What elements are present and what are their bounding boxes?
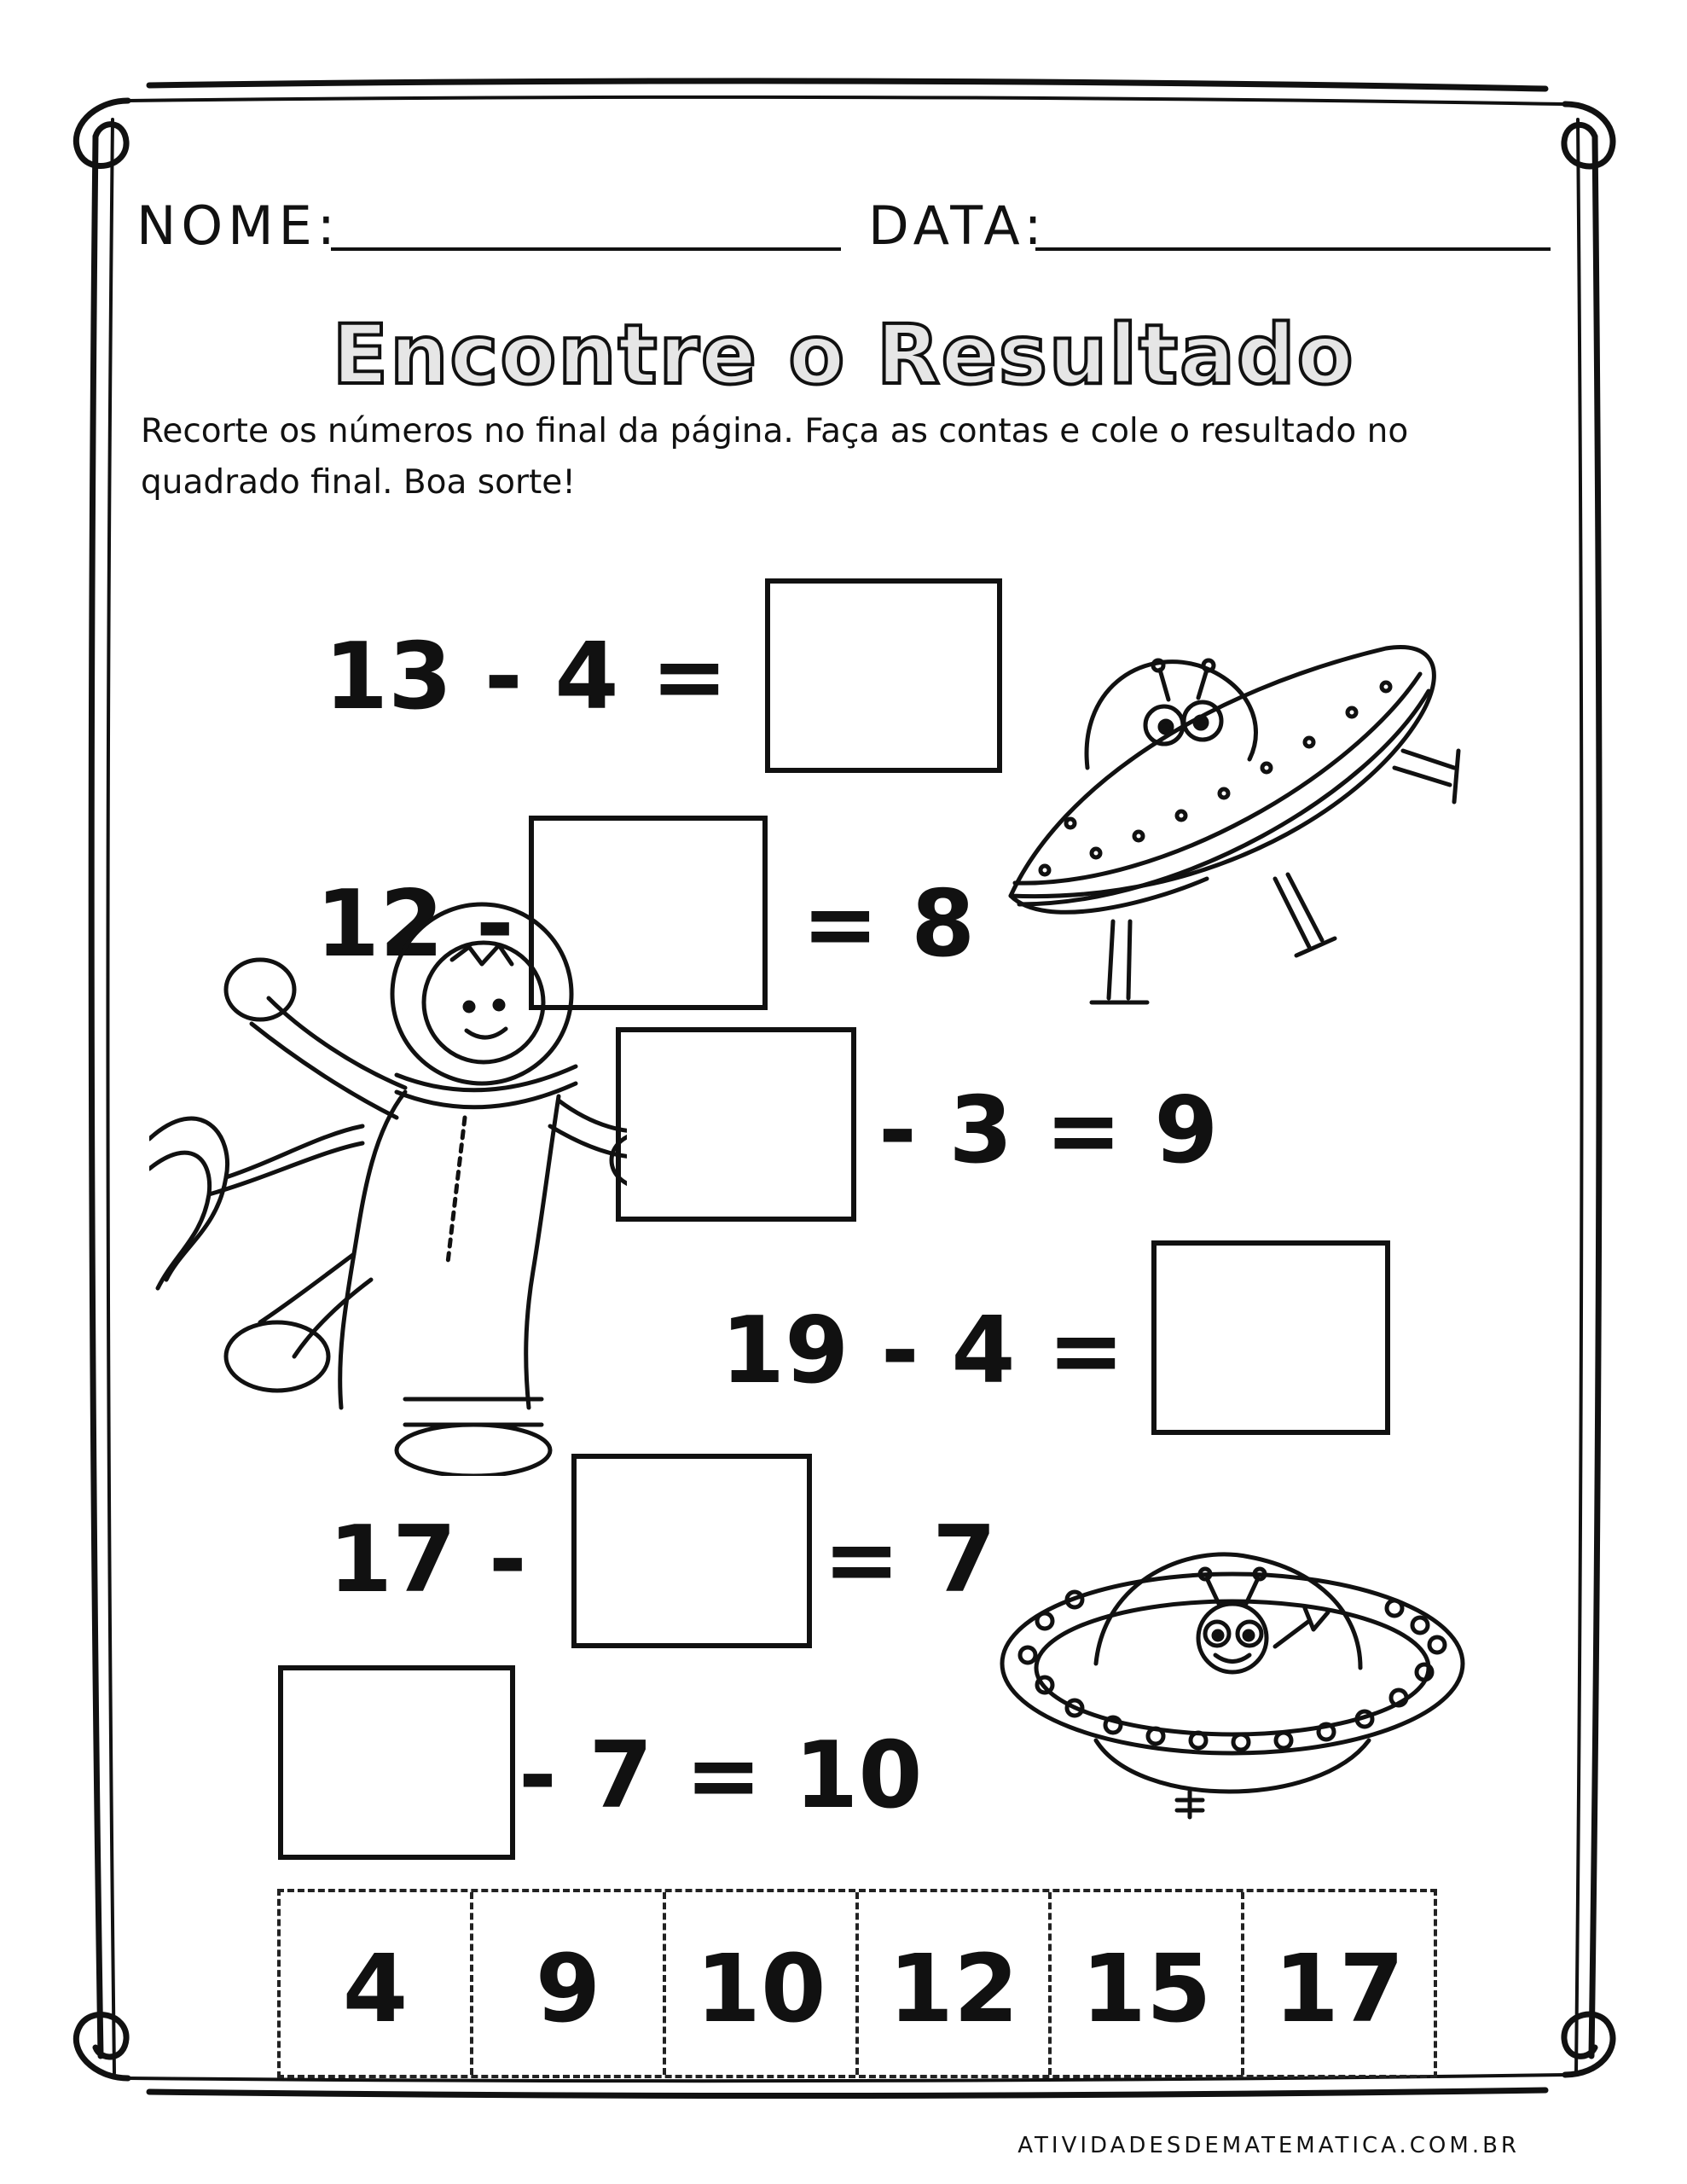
cutout-number[interactable]: 17 <box>1273 1934 1405 2043</box>
answer-box-5[interactable] <box>571 1454 812 1648</box>
equation-6-right: - 7 = 10 <box>519 1722 923 1829</box>
equation-2-right: = 8 <box>802 871 976 978</box>
cutout-number[interactable]: 15 <box>1052 1892 1244 2075</box>
cutout-number[interactable]: 12 <box>859 1892 1052 2075</box>
answer-box-3[interactable] <box>616 1027 856 1222</box>
date-line[interactable] <box>1035 247 1551 251</box>
cutout-numbers-strip <box>277 1889 1437 2078</box>
equation-3-right: - 3 = 9 <box>878 1077 1219 1184</box>
astronaut-icon <box>149 871 627 1476</box>
equation-5-right: = 7 <box>823 1507 997 1613</box>
name-line[interactable] <box>331 247 841 251</box>
page-title: Encontre o Resultado <box>332 307 1355 403</box>
equation-2-left: 12 - <box>316 871 514 978</box>
cutout-number[interactable]: 10 <box>666 1892 859 2075</box>
name-label: NOME: <box>136 195 340 257</box>
answer-box-6[interactable] <box>278 1665 515 1860</box>
answer-box-4[interactable] <box>1151 1240 1390 1435</box>
flying-saucer-with-alien-icon <box>994 623 1471 1032</box>
equation-4-left: 19 - 4 = <box>721 1298 1125 1404</box>
date-label: DATA: <box>868 195 1047 257</box>
cutout-number[interactable]: 9 <box>473 1892 666 2075</box>
equation-5-left: 17 - <box>328 1507 527 1613</box>
instructions-text: Recorte os números no final da página. Faça as contas e cole o resultado no quadrado final. Boa sorte! <box>141 412 1409 502</box>
ufo-with-waving-alien-icon <box>994 1527 1471 1834</box>
answer-box-1[interactable] <box>765 578 1002 773</box>
equation-1-left: 13 - 4 = <box>324 624 728 730</box>
cutout-number[interactable]: 4 <box>281 1892 473 2075</box>
footer-website: ATIVIDADESDEMATEMATICA.COM.BR <box>1017 2133 1520 2158</box>
